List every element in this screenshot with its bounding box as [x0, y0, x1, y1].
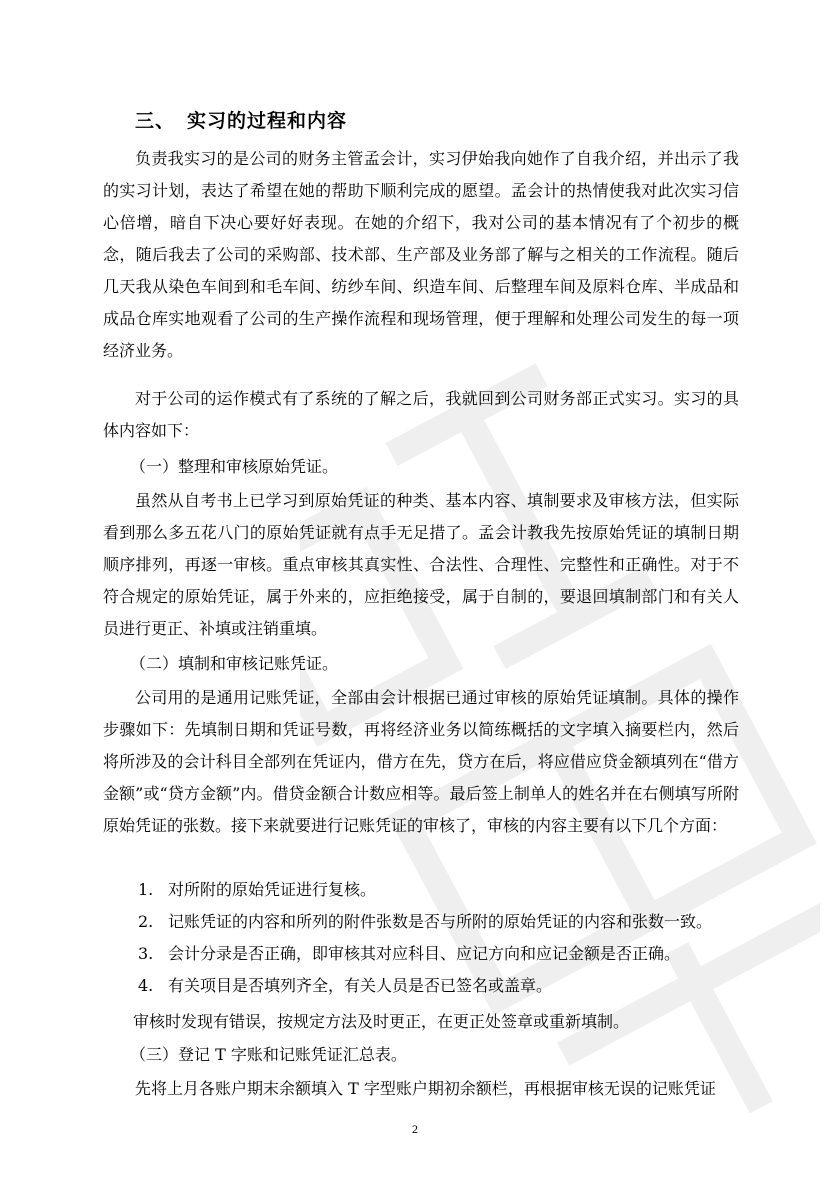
page-number: 2: [412, 1122, 418, 1136]
paragraph-bookkeeping-vouchers: 公司用的是通用记账凭证，全部由会计根据已通过审核的原始凭证填制。具体的操作步骤如下：先填制日期和凭证号数，再将经济业务以简练概括的文字填入摘要栏内，然后将所涉及的会计科目全部列在凭证内，借方在先，贷方在后，将应借应贷金额填列在“借方金额”或“贷方金额”内。借贷金额合计数应相等。最后签上制单人的姓名并在右侧填写所附原始凭证的张数。接下来就要进行记账凭证的审核了，审核的内容主要有以下几个方面：: [103, 688, 739, 835]
section-heading: [135, 106, 347, 133]
list-item: 3. 会计分录是否正确，即审核其对应科目、应记方向和应记金额是否正确。: [138, 944, 681, 963]
list-item: 4. 有关项目是否填列齐全，有关人员是否已签名或盖章。: [138, 976, 553, 995]
paragraph-correction: 审核时发现有错误，按规定方法及时更正，在更正处签章或重新填制。: [133, 1012, 630, 1031]
paragraph-intro: 负责我实习的是公司的财务主管孟会计，实习伊始我向她作了自我介绍，并出示了我的实习计划，表达了希望在她的帮助下顺利完成的愿望。孟会计的热情使我对此次实习信心倍增，暗自下决心要好好表现。在她的介绍下，我对公司的基本情况有了个初步的概念，随后我去了公司的采购部、技术部、生产部及业务部了解与之相关的工作流程。随后几天我从染色车间到和毛车间、纺纱车间、织造车间、后整理车间及原料仓库、半成品和成品仓库实地观看了公司的生产操作流程和现场管理，便于理解和处理公司发生的每一项经济业务。: [103, 149, 739, 360]
subheading-3: （三）登记 T 字账和记账凭证汇总表。: [130, 1045, 407, 1064]
list-item: 2. 记账凭证的内容和所列的附件张数是否与所附的原始凭证的内容和张数一致。: [138, 912, 713, 931]
paragraph-overview: 对于公司的运作模式有了系统的了解之后，我就回到公司财务部正式实习。实习的具体内容如下：: [103, 389, 739, 440]
paragraph-t-accounts: 先将上月各账户期末余额填入 T 字型账户期初余额栏，再根据审核无误的记账凭证: [135, 1079, 716, 1098]
section-number: 三、: [135, 110, 176, 132]
list-item: 1. 对所附的原始凭证进行复核。: [138, 880, 377, 899]
subheading-2: （二）填制和审核记账凭证。: [130, 654, 339, 673]
subheading-1: （一）整理和审核原始凭证。: [130, 457, 339, 476]
section-title: 实习的过程和内容: [187, 110, 348, 132]
paragraph-original-vouchers: 虽然从自考书上已学习到原始凭证的种类、基本内容、填制要求及审核方法，但实际看到那么多五花八门的原始凭证就有点手无足措了。孟会计教我先按原始凭证的填制日期顺序排列，再逐一审核。重点审核其真实性、合法性、合理性、完整性和正确性。对于不符合规定的原始凭证，属于外来的，应拒绝接受，属于自制的，要退回填制部门和有关人员进行更正、补填或注销重填。: [103, 491, 739, 638]
